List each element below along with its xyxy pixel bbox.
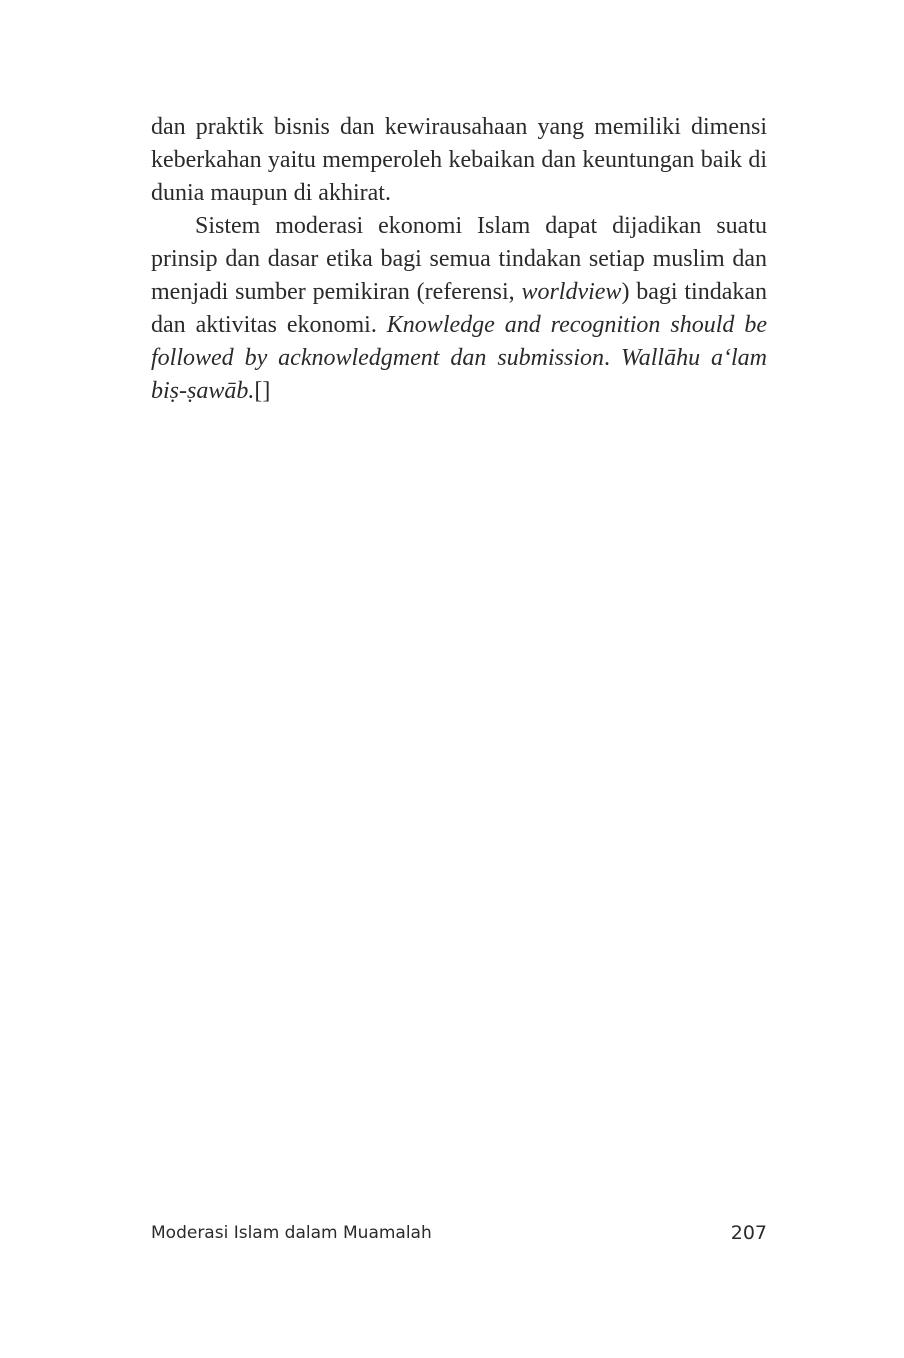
- italic-closing: Wallāhu a‘lam biṣ-ṣawāb.: [151, 345, 767, 404]
- end-mark: []: [254, 378, 271, 404]
- page-number: 207: [730, 1222, 767, 1244]
- paragraph-2-text-b: ) bagi tindakan dan aktivitas ekonomi.: [151, 279, 768, 338]
- paragraph-2-text-c: .: [604, 345, 621, 371]
- paragraph-1-text: dan praktik bisnis dan kewirausahaan yang memiliki dimensi keberkahan yaitu memperoleh kebaikan dan keuntungan baik di dunia maupun di akhirat.: [151, 114, 767, 206]
- page-footer: [151, 1221, 767, 1249]
- italic-quote: Knowledge and recognition should be followed by acknowledgment dan submission: [151, 312, 767, 371]
- running-title: Moderasi Islam dalam Muamalah: [151, 1223, 432, 1243]
- paragraph-2: [151, 210, 767, 408]
- paragraph-2-text-a: Sistem moderasi ekonomi Islam dapat dijadikan suatu prinsip dan dasar etika bagi semua tindakan setiap muslim dan menjadi sumber pemikiran (referensi,: [151, 213, 767, 305]
- paragraph-1: [151, 111, 767, 210]
- italic-worldview: worldview: [521, 279, 622, 305]
- body-text: [151, 111, 767, 408]
